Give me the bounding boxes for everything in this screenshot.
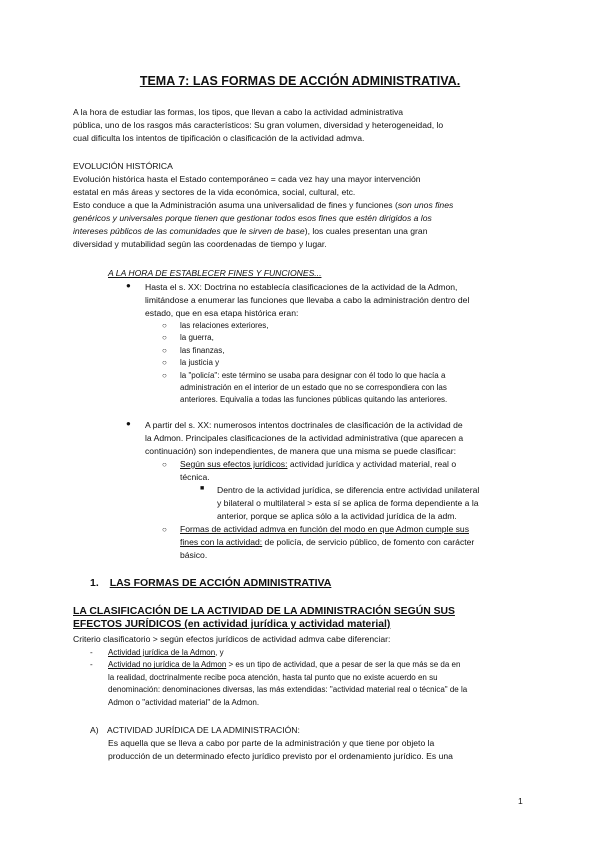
bullet-icon: ●: [126, 281, 131, 290]
sub-list-item: [162, 357, 542, 369]
bullet-1-line: Hasta el s. XX: Doctrina no establecía clasificaciones de la actividad de la Admon,: [145, 282, 458, 292]
sub-item-continuation: básico.: [180, 550, 208, 560]
evolucion-text: Esto conduce a que la Administración asuma una universalidad de fines y funciones (: [73, 200, 398, 210]
evolucion-line: [73, 225, 533, 238]
clasificacion-heading-line: EFECTOS JURÍDICOS (en actividad jurídica y actividad material): [73, 619, 391, 630]
circle-bullet-icon: ○: [162, 333, 167, 343]
sub-item-underlined: Según sus efectos jurídicos:: [180, 459, 288, 469]
evolucion-line: Evolución histórica hasta el Estado contemporáneo = cada vez hay una mayor intervención: [73, 174, 421, 184]
sub-list-item: [162, 320, 542, 332]
square-bullet-line: Dentro de la actividad jurídica, se diferencia entre actividad unilateral: [217, 485, 480, 495]
section-a-title: ACTIVIDAD JURÍDICA DE LA ADMINISTRACIÓN:: [106, 725, 300, 735]
circle-bullet-icon: ○: [162, 358, 167, 368]
bullet-1-text: [145, 281, 540, 320]
evolucion-section: [73, 160, 533, 251]
intro-line: pública, uno de los rasgos más característicos: Su gran volumen, diversidad y heterogeneidad, lo: [73, 120, 444, 130]
section-a-body: [108, 737, 548, 763]
bullet-2-line: continuación) son independientes, de manera que una misma se puede clasificar:: [145, 446, 456, 456]
square-bullet-line: anterior, porque se aplica sólo a la actividad jurídica de la adm.: [217, 511, 457, 521]
evolucion-italic-line: genéricos y universales porque tienen que gestionar todos esos fines que estén dirigidos a los: [73, 213, 432, 223]
dash-item-continuation: la realidad, doctrinalmente recibe poca atención, hasta tal punto que no existe acuerdo en su: [108, 672, 438, 682]
evolucion-text: ), los cuales presentan una gran: [304, 226, 428, 236]
circle-bullet-icon: ○: [162, 460, 167, 469]
square-bullet-line: y bilateral o multilateral > esta sí se aplica de forma dependiente a la: [217, 498, 479, 508]
evolucion-italic: son unos fines: [397, 200, 454, 210]
sub-item-text: las finanzas,: [180, 345, 225, 355]
dash-icon: -: [90, 648, 93, 657]
section-1-heading: [90, 576, 331, 590]
clasificacion-heading: [73, 605, 543, 631]
dash-item-underlined: Actividad jurídica de la Admon: [108, 648, 216, 657]
sub-item-underlined: Formas de actividad admva en función del modo en que Admon cumple sus: [180, 524, 470, 534]
sub-item-continuation: administración en el interior de un estado que no se correspondiera con las: [180, 383, 447, 393]
circle-bullet-icon: ○: [162, 321, 167, 330]
square-bullet-icon: ■: [200, 485, 205, 492]
dash-list-item: [90, 647, 530, 659]
sub-list-item: [162, 523, 542, 536]
clasificacion-heading-line: LA CLASIFICACIÓN DE LA ACTIVIDAD DE LA ADMINISTRACIÓN SEGÚN SUS: [73, 606, 455, 617]
bullet-2-line: la Admon. Principales clasificaciones de la actividad administrativa (que aparecen a: [145, 433, 464, 443]
sub-item-text: la "policía": este término se usaba para designar con él todo lo que hacía a: [180, 370, 446, 380]
intro-paragraph: [73, 106, 533, 145]
sub-item-text: la guerra,: [180, 333, 214, 343]
section-a-heading: [90, 724, 300, 737]
dash-list: [90, 647, 530, 709]
dash-item-text: > es un tipo de actividad, que a pesar de ser la que más se da en: [226, 660, 461, 670]
evolucion-line: estatal en más áreas y sectores de la vida económica, social, cultural, etc.: [73, 187, 356, 197]
sub-item-text: de policía, de servicio público, de fomento con carácter: [262, 537, 475, 547]
bullet-icon: ●: [126, 419, 131, 428]
section-title: LAS FORMAS DE ACCIÓN ADMINISTRATIVA: [109, 577, 332, 589]
dash-item-underlined: Actividad no jurídica de la Admon: [108, 660, 227, 670]
dash-item-continuation: Admon o "actividad material" de la Admon.: [108, 697, 260, 707]
intro-line: A la hora de estudiar las formas, los tipos, que llevan a cabo la actividad administrativa: [73, 107, 404, 117]
circle-bullet-icon: ○: [162, 525, 167, 534]
bullet-2-text: [145, 419, 540, 458]
sub-item-continuation: anteriores. Equivalía a todas las funciones públicas quitando las anteriores.: [180, 395, 448, 405]
dash-list-item: [90, 659, 530, 671]
intro-line: cual dificulta los intentos de tipificación o clasificación de la actividad admva.: [73, 133, 365, 143]
sub-item-underlined: fines con la actividad:: [180, 537, 263, 547]
section-a-line: Es aquella que se lleva a cabo por parte de la administración y que tiene por objeto la: [108, 738, 435, 748]
evolucion-line: [73, 199, 533, 212]
evolucion-heading: EVOLUCIÓN HISTÓRICA: [73, 161, 173, 171]
bullet-1-line: limitándose a enumerar las funciones que llevaba a cabo la administración dentro del: [145, 295, 470, 305]
sub-item-continuation: [162, 536, 542, 549]
fines-heading: A LA HORA DE ESTABLECER FINES Y FUNCIONES...: [108, 268, 322, 278]
dash-icon: -: [90, 660, 93, 670]
sub-list-item: [162, 345, 542, 357]
page-number: 1: [518, 796, 523, 806]
sub-list-item: [162, 332, 542, 344]
evolucion-line: diversidad y mutabilidad según las coordenadas de tiempo y lugar.: [73, 239, 327, 249]
sub-item-text: la justicia y: [180, 358, 220, 368]
page-title: TEMA 7: LAS FORMAS DE ACCIÓN ADMINISTRATIVA.: [139, 74, 461, 88]
sub-list-item: [162, 458, 542, 471]
bullet-2-line: A partir del s. XX: numerosos intentos doctrinales de clasificación de la actividad de: [145, 420, 463, 430]
criterio-line: Criterio clasificatorio > según efectos jurídicos de actividad admva cabe diferenciar:: [73, 634, 391, 644]
square-bullet-text: [217, 484, 542, 523]
bullet-1-line: estado, que en esa etapa histórica eran:: [145, 308, 299, 318]
bullet-2-sub-1: [162, 458, 542, 484]
bullet-1-sublist: [162, 320, 542, 407]
sub-item-text: actividad jurídica y actividad material, real o: [287, 459, 457, 469]
circle-bullet-icon: ○: [162, 370, 167, 380]
section-a-marker: A): [90, 725, 99, 735]
circle-bullet-icon: ○: [162, 345, 167, 355]
dash-item-continuation: denominación: denominaciones diversas, las más extendidas: "actividad material real o técnica" de la: [108, 685, 468, 695]
sub-list-item: [162, 370, 542, 382]
sub-item-continuation: técnica.: [180, 472, 210, 482]
dash-item-text: , y: [215, 648, 224, 657]
evolucion-italic: intereses públicos de las comunidades que le sirven de base: [73, 226, 305, 236]
section-a-line: producción de un determinado efecto jurídico previsto por el ordenamiento jurídico. Es una: [108, 751, 453, 761]
sub-item-text: las relaciones exteriores,: [180, 321, 269, 330]
section-number: 1.: [90, 577, 99, 589]
bullet-2-sub-2: [162, 523, 542, 562]
